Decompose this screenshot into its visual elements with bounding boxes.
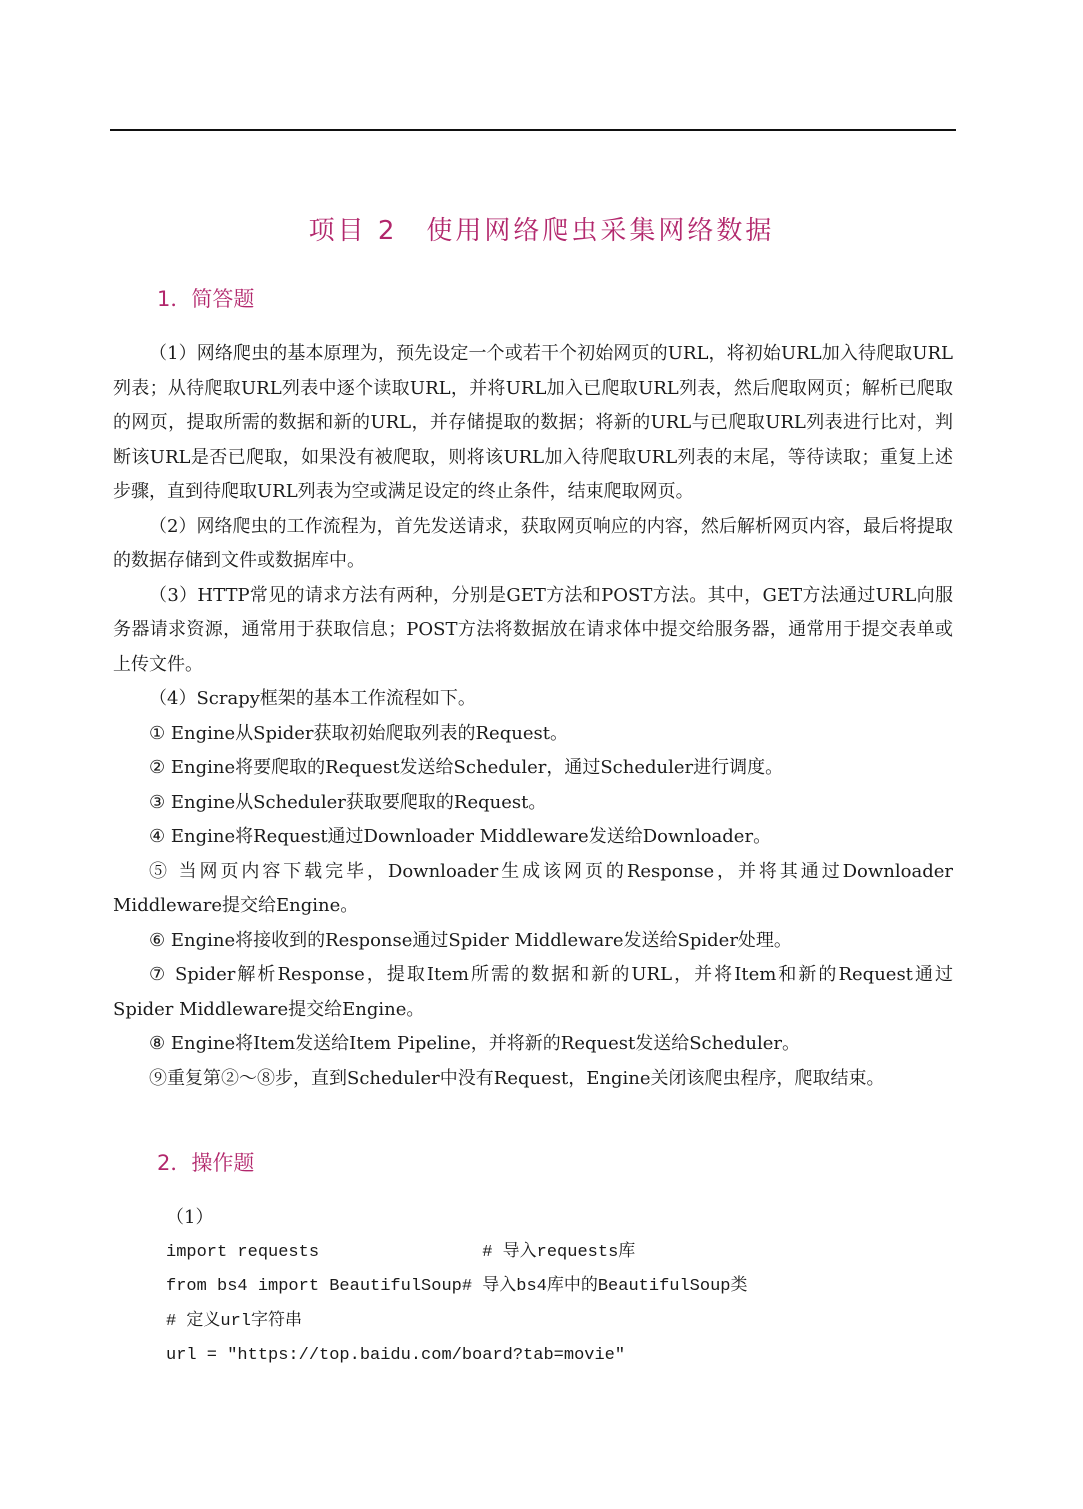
answer-paragraph-1: （1）网络爬虫的基本原理为，预先设定一个或若干个初始网页的URL，将初始URL加入待爬取URL列表；从待爬取URL列表中逐个读取URL，并将URL加入已爬取URL列表，然后爬取网页；解析已爬取的网页，提取所需的数据和新的URL，并存储提取的数据；将新的URL与已爬取URL列表进行比对，判断该URL是否已爬取，如果没有被爬取，则将该URL加入待爬取URL列表的末尾，等待读取；重复上述步骤，直到待爬取URL列表为空或满足设定的终止条件，结束爬取网页。 [113, 343, 953, 502]
workflow-step-4: ④ Engine将Request通过Downloader Middleware发送给Downloader。 [149, 826, 772, 847]
section-heading-short-answer: 1．简答题 [157, 287, 255, 311]
workflow-step-7: ⑦ Spider解析Response，提取Item所需的数据和新的URL，并将Item和新的Request通过Spider Middleware提交给Engine。 [113, 964, 953, 1020]
answer-paragraph-3: （3）HTTP常见的请求方法有两种，分别是GET方法和POST方法。其中，GET方法通过URL向服务器请求资源，通常用于获取信息；POST方法将数据放在请求体中提交给服务器，通常用于提交表单或上传文件。 [113, 584, 953, 675]
code-line-3: # 定义url字符串 [166, 1311, 303, 1331]
workflow-step-6: ⑥ Engine将接收到的Response通过Spider Middleware发送给Spider处理。 [149, 929, 792, 951]
code-item-label: （1） [166, 1207, 214, 1228]
code-line-2: from bs4 import BeautifulSoup# 导入bs4库中的BeautifulSoup类 [166, 1277, 748, 1296]
workflow-step-5: ⑤ 当网页内容下载完毕，Downloader生成该网页的Response，并将其通过Downloader Middleware提交给Engine。 [113, 860, 953, 916]
answer-paragraph-4: （4）Scrapy框架的基本工作流程如下。 [149, 688, 476, 709]
answer-paragraph-2: （2）网络爬虫的工作流程为，首先发送请求，获取网页响应的内容，然后解析网页内容，最后将提取的数据存储到文件或数据库中。 [113, 515, 953, 571]
short-answer-body [113, 337, 953, 1096]
workflow-step-1: ① Engine从Spider获取初始爬取列表的Request。 [149, 722, 568, 744]
code-line-1: import requests # 导入requests库 [166, 1242, 636, 1262]
section-heading-practice: 2．操作题 [157, 1151, 255, 1175]
code-block [166, 1201, 747, 1374]
workflow-step-9: ⑨重复第②～⑧步，直到Scheduler中没有Request，Engine关闭该爬虫程序，爬取结束。 [149, 1067, 885, 1089]
workflow-step-3: ③ Engine从Scheduler获取要爬取的Request。 [149, 791, 547, 813]
workflow-step-8: ⑧ Engine将Item发送给Item Pipeline，并将新的Request发送给Scheduler。 [149, 1033, 800, 1054]
code-line-4: url = "https://top.baidu.com/board?tab=movie" [166, 1346, 626, 1365]
header-rule [110, 129, 956, 131]
workflow-step-2: ② Engine将要爬取的Request发送给Scheduler，通过Scheduler进行调度。 [149, 757, 784, 778]
page-title: 项目 2 使用网络爬虫采集网络数据 [308, 216, 775, 246]
